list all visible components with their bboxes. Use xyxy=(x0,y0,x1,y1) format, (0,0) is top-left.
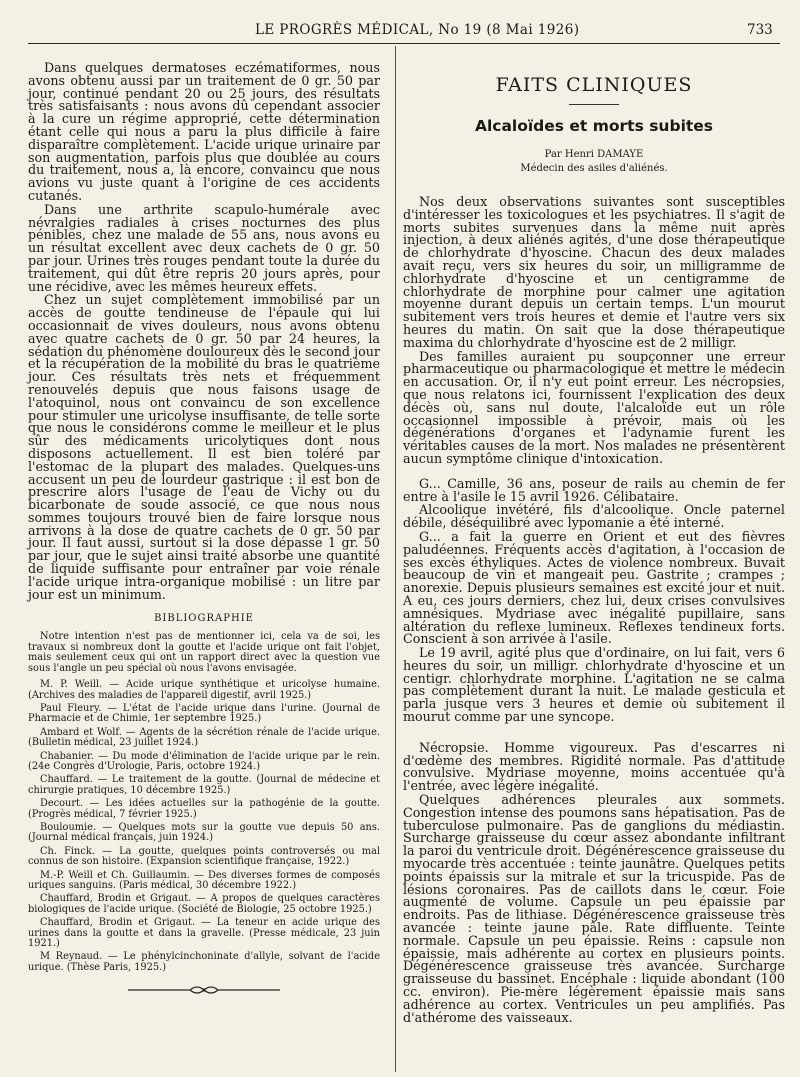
bibliography-entry: Ambard et Wolf. — Agents de la sécrétion rénale de l'acide urique. (Bulletin médical, 23 juillet 1924.) xyxy=(28,726,380,749)
body-paragraph: Dans une arthrite scapulo-humérale avec névralgies radiales à crises nocturnes des plus pénibles, chez une malade de 55 ans, nous avons eu un résultat excellent avec deux cachets de 0 gr. 50 par jour. Urines très rouges pendant toute la durée du traitement, qui dût être repris 20 jours après, pour une récidive, avec les mêmes heureux effets. xyxy=(28,201,380,294)
article-title: Alcaloïdes et morts subites xyxy=(474,117,714,135)
case-paragraph: G... Camille, 36 ans, poseur de rails au chemin de fer entre à l'asile le 15 avril 1926. Célibataire. xyxy=(403,475,785,504)
bibliography-entry: Chabanier. — Du mode d'élimination de l'acide urique par le rein. (24e Congrès d'Urologie, Paris, octobre 1924.) xyxy=(28,750,380,772)
bibliography-entry: Chauffard, Brodin et Grigaut. — A propos de quelques caractères biologiques de l'acide urique. (Société de Biologie, 25 octobre 1925.) xyxy=(28,893,380,915)
section-rule xyxy=(569,104,619,105)
bibliography-entry: Paul Fleury. — L'état de l'acide urique dans l'urine. (Journal de Pharmacie et de Chimie, 1er septembre 1925.) xyxy=(28,702,380,725)
header-rule xyxy=(28,43,780,44)
bibliography-entry: Bouloumie. — Quelques mots sur la goutte vue depuis 50 ans. (Journal médical français, juin 1924.) xyxy=(28,821,380,844)
running-head xyxy=(0,0,800,44)
author-byline: Par Henri DAMAYE xyxy=(544,149,644,160)
bibliography-entry: M Reynaud. — Le phénylcinchoninate d'allyle, solvant de l'acide urique. (Thèse Paris, 1925.) xyxy=(28,951,380,973)
bibliography-intro: Notre intention n'est pas de mentionner ici, cela va de soi, les travaux si nombreux dont la goutte et l'acide urique ont fait l'objet, mais seulement ceux qui ont un rapport direct avec la question vue sous l'angle un peu spécial où nous l'avons envisagée. xyxy=(28,631,380,674)
bibliography-heading: BIBLIOGRAPHIE xyxy=(154,613,254,625)
necropsy-paragraph: Nécropsie. Homme vigoureux. Pas d'escarres ni d'œdème des membres. Rigidité normale. Pas d'attitude convulsive. Mydriase moyenne, moins accentuée qu'à l'entrée, avec légère inégalité. xyxy=(403,739,785,794)
body-paragraph: Des familles auraient pu soupçonner une erreur pharmaceutique ou pharmacologique et mettre le médecin en accusation. Or, il n'y eut point erreur. Les nécropsies, que nous relatons ici, fournissent l'explication des deux décès où, sans nul doute, l'alcaloïde eut un rôle occasionnel impossible à prévoir, mais où les dégénérations d'organes et l'adynamie furent les véritables causes de la mort. Nos malades ne présentèrent aucun symptôme clinique d'intoxication. xyxy=(403,348,785,466)
section-title: FAITS CLINIQUES xyxy=(495,74,693,96)
necropsy-paragraph: Quelques adhérences pleurales aux sommets. Congestion intense des poumons sans hépatisation. Pas de tuberculose pulmonaire. Pas de ganglions du médiastin. Surcharge graisseuse du cœur assez abondante infiltrant la paroi du ventricule droit. Dégénérescence graisseuse du myocarde très accentuée : teinte jaunâtre. Quelques petits points épaissis sur la mitrale et sur la tricuspide. Pas de lésions coronaires. Pas de caillots dans le cœur. Foie augmenté de volume. Capsule un peu épaissie par endroits. Pas de lithiase. Dégénérescence graisseuse très avancée : teinte jaune pâle. Rate diffluente. Teinte normale. Capsule un peu épaissie. Reins : capsule non épaissie, mais adhérente au cortex en plusieurs points. Dégénérescence graisseuse très avancée. Surcharge graisseuse du bassinet. Encéphale : liquide abondant (100 cc. environ). Pie-mère légèrement épaissie mais sans adhérence au cortex. Ventricules un peu amplifiés. Pas d'athérome des vaisseaux. xyxy=(403,792,785,1025)
bibliography-entry: Ch. Finck. — La goutte, quelques points controversés ou mal connus de son histoire. (Expansion scientifique française, 1922.) xyxy=(28,845,380,868)
column-divider xyxy=(395,46,396,1072)
bibliography-entry: Decourt. — Les idées actuelles sur la pathogénie de la goutte. (Progrès médical, 7 février 1925.) xyxy=(28,798,380,820)
ornament-divider-icon xyxy=(124,983,284,997)
journal-title: LE PROGRÈS MÉDICAL, No 19 (8 Mai 1926) xyxy=(255,22,580,38)
case-paragraph: G... a fait la guerre en Orient et eut des fièvres paludéennes. Fréquents accès d'agitation, à l'occasion de ses excès éthyliques. Actes de violence nombreux. Buvait beaucoup de vin et mangeait peu. Gastrite ; crampes ; anorexie. Depuis plusieurs semaines est excité jour et nuit. A eu, ces jours derniers, chez lui, deux crises convulsives amnésiques. Mydriase avec inégalité pupillaire, sans altération du reflexe lumineux. Reflexes tendineux forts. Conscient à son arrivée à l'asile. xyxy=(403,528,785,647)
body-paragraph: Chez un sujet complètement immobilisé par un accès de goutte tendineuse de l'épaule qui lui occasionnait de vives douleurs, nous avons obtenu avec quatre cachets de 0 gr. 50 par 24 heures, la sédation du phénomène douloureux dès le second jour et la récupération de la mobilité du bras le quatrième jour. Ces résultats très nets et fréquemment renouvelés depuis que nous faisons usage de l'atoquinol, nous ont convaincu de son excellence pour stimuler une uricolyse insuffisante, de telle sorte que nous le considérons comme le meilleur et le plus sûr des médicaments uricolytiques dont nous disposons actuellement. Il est bien toléré par l'estomac de la plupart des malades. Quelques-uns accusent un peu de lourdeur gastrique : il est bon de prescrire alors l'usage de l'eau de Vichy ou du bicarbonate de soude associé, ce que nous nous sommes toujours trouvé bien de faire lorsque nous arrivons à la dose de quatre cachets de 0 gr. 50 par jour. Il faut aussi, surtout si la dose dépasse 1 gr. 50 par jour, que le sujet ainsi traité absorbe une quantité de liquide suffisante pour entraîner par voie rénale l'acide urique intra-organique mobilisé : un litre par jour est un minimum. xyxy=(28,292,380,602)
body-paragraph: Nos deux observations suivantes sont susceptibles d'intéresser les toxicologues et les psychiatres. Il s'agit de morts subites survenues dans la même nuit après injection, à deux aliénés agités, d'une dose thérapeutique de chlorhydrate d'hyoscine. Chacun des deux malades avait reçu, vers six heures du soir, un milligramme de chlorhydrate d'hyoscine et un centigramme de chlorhydrate de morphine pour calmer une agitation moyenne durant depuis un certain temps. L'un mourut subitement vers trois heures et demie et l'autre vers six heures du matin. On sait que la dose thérapeutique maxima du chlorhydrate d'hyoscine est de 2 milligr. xyxy=(403,194,785,350)
case-paragraph: Alcoolique invétéré, fils d'alcoolique. Oncle paternel débile, déséquilibré avec lypomanie a été interné. xyxy=(403,502,785,531)
bibliography-entry: Chauffard, Brodin et Grigaut. — La teneur en acide urique des urines dans la goutte et dans la gravelle. (Presse médicale, 23 juin 1921.) xyxy=(28,917,380,950)
bibliography-entry: M.-P. Weill et Ch. Guillaumin. — Des diverses formes de composés uriques sanguins. (Paris médical, 30 décembre 1922.) xyxy=(28,869,380,891)
page-number: 733 xyxy=(747,22,773,38)
body-paragraph: Dans quelques dermatoses eczématiformes, nous avons obtenu aussi par un traitement de 0 gr. 50 par jour, continué pendant 20 ou 25 jours, des résultats très satisfaisants : nous avons dû cependant associer à la cure un régime approprié, cette détermination étant celle qui nous a paru la plus difficile à faire disparaître complètement. L'acide urique urinaire par son augmentation, parfois plus que doublée au cours du traitement, nous a, là encore, convaincu que nous avions vu juste quant à l'origine de ces accidents cutanés. xyxy=(28,60,380,203)
bibliography-list xyxy=(28,680,380,973)
left-column xyxy=(28,62,380,997)
case-paragraph: Le 19 avril, agité plus que d'ordinaire, on lui fait, vers 6 heures du soir, un milligr. chlorhydrate d'hyoscine et un centigr. chlorhydrate morphine. L'agitation ne se calma pas complètement durant la nuit. Le malade gesticula et parla jusque vers 3 heures et demie où subitement il mourut comme par une syncope. xyxy=(403,645,785,725)
bibliography-entry: M. P. Weill. — Acide urique synthétique et uricolyse humaine. (Archives des maladies de l'appareil digestif, avril 1925.) xyxy=(28,679,380,701)
bibliography-entry: Chauffard. — Le traitement de la goutte. (Journal de médecine et chirurgie pratiques, 10 décembre 1925.) xyxy=(28,774,380,796)
right-column xyxy=(403,62,785,1024)
author-affiliation: Médecin des asiles d'aliénés. xyxy=(520,163,668,174)
